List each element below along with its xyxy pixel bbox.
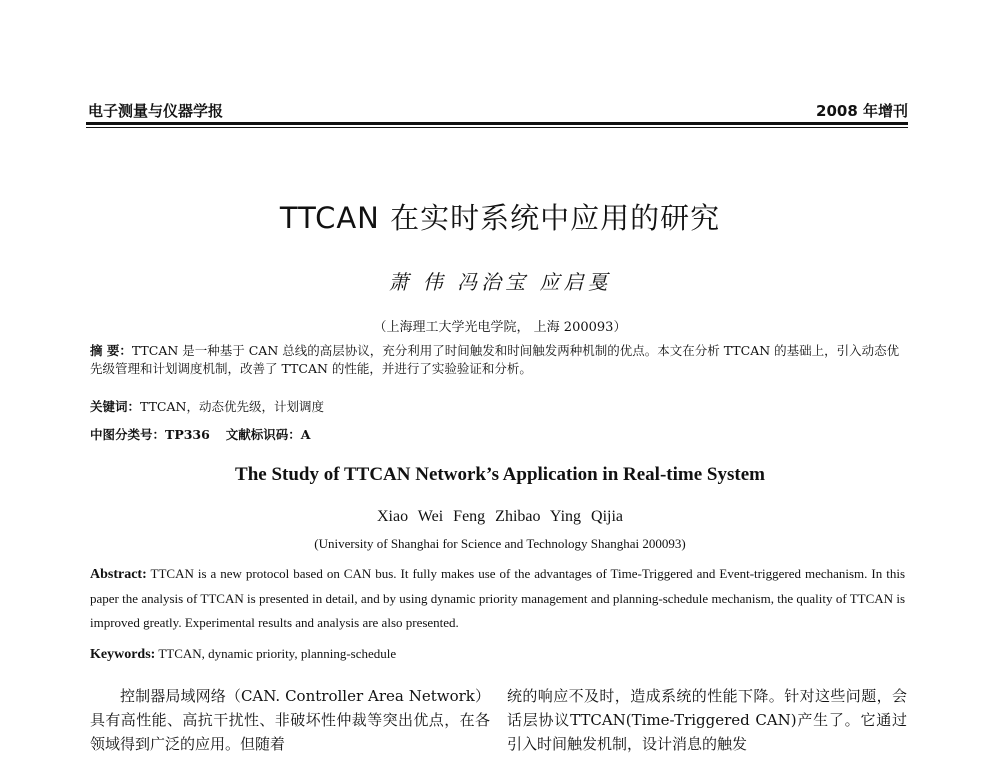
- classification-chinese: [90, 426, 905, 444]
- keywords-english-label: Keywords:: [90, 647, 156, 662]
- abstract-english-label: Abstract:: [90, 567, 147, 582]
- keywords-chinese-label: 关键词：: [90, 399, 141, 414]
- keywords-english: [90, 646, 905, 663]
- clc-value: TP336: [165, 427, 210, 442]
- affiliation-english: (University of Shanghai for Science and Technology Shanghai 200093): [314, 536, 686, 551]
- affiliation-chinese: （上海理工大学光电学院， 上海 200093）: [373, 320, 627, 335]
- authors-english: Xiao Wei Feng Zhibao Ying Qijia: [376, 508, 623, 525]
- body-right-column: 统的响应不及时，造成系统的性能下降。针对这些问题，会话层协议TTCAN(Time-Triggered CAN)产生了。它通过引入时间触发机制，设计消息的触发: [507, 687, 907, 753]
- abstract-english-text: TTCAN is a new protocol based on CAN bus. It fully makes use of the advantages of Time-Triggered and Event-triggered mechanism. In this paper the analysis of TTCAN is presented in detail, and by using dynamic priority management and planning-schedule mechanism, the quality of TTCAN is improved greatly. Experimental results and analysis are also presented.: [90, 566, 905, 630]
- journal-name: 电子测量与仪器学报: [88, 102, 224, 120]
- keywords-chinese: [90, 398, 905, 416]
- paper-title-english: The Study of TTCAN Network’s Application in Real-time System: [235, 464, 765, 485]
- keywords-chinese-text: TTCAN，动态优先级，计划调度: [140, 399, 324, 414]
- paper-title-chinese: TTCAN 在实时系统中应用的研究: [279, 201, 721, 235]
- header-rule-thick: [86, 122, 908, 125]
- doc-code-label: 文献标识码：: [225, 427, 301, 442]
- abstract-chinese-text: TTCAN 是一种基于 CAN 总线的高层协议，充分利用了时间触发和时间触发两种机制的优点。本文在分析 TTCAN 的基础上，引入动态优先级管理和计划调度机制，改善了 TTCAN 的性能，并进行了实验验证和分析。: [90, 343, 900, 376]
- issue-label: 2008 年增刊: [816, 102, 908, 120]
- abstract-chinese-label: 摘 要：: [90, 343, 132, 358]
- header-rule-thin: [86, 127, 908, 128]
- body-left-column: 控制器局域网络（CAN. Controller Area Network）具有高性能、高抗干扰性、非破坏性仲裁等突出优点，在各领域得到广泛的应用。但随着: [90, 687, 490, 753]
- authors-chinese: 萧 伟 冯治宝 应启戛: [388, 270, 612, 294]
- abstract-english: [90, 562, 905, 635]
- abstract-chinese: [90, 342, 905, 378]
- clc-label: 中图分类号：: [90, 427, 166, 442]
- keywords-english-text: TTCAN, dynamic priority, planning-schedule: [158, 646, 397, 661]
- doc-code-value: A: [300, 427, 311, 442]
